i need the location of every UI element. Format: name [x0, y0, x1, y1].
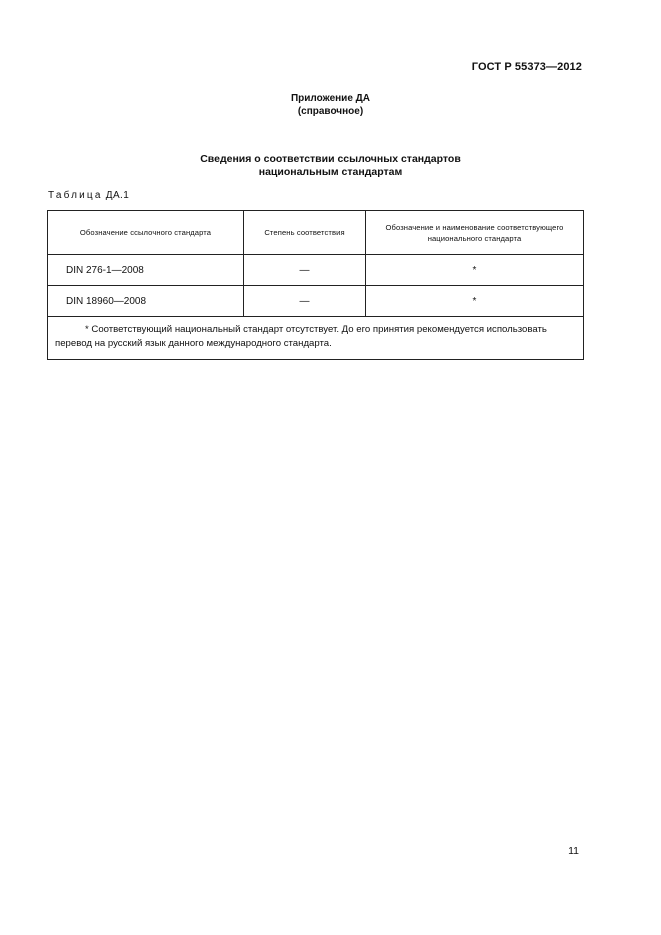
table-row — [48, 286, 584, 317]
page-number: 11 — [568, 845, 579, 857]
header-degree: Степень соответствия — [244, 211, 366, 255]
table-header-row — [48, 211, 584, 255]
header-ref-standard: Обозначение ссылочного стандарта — [48, 211, 244, 255]
footnote-line1: * Соответствующий национальный стандарт отсутствует. До его принятия рекомендуется использовать — [85, 324, 547, 335]
section-title — [0, 153, 661, 179]
row-ref-standard: DIN 276-1—2008 — [48, 255, 244, 286]
appendix-heading — [0, 92, 661, 118]
table-footnote-row — [48, 317, 584, 360]
row-national-standard: * — [366, 286, 584, 317]
appendix-title: Приложение ДА — [290, 93, 371, 104]
table-row — [48, 255, 584, 286]
row-degree: — — [244, 286, 366, 317]
table-label-number: ДА.1 — [105, 190, 130, 201]
row-national-standard: * — [366, 255, 584, 286]
table-label-word: Таблица — [48, 190, 103, 201]
row-degree: — — [244, 255, 366, 286]
header-national-standard: Обозначение и наименование соответствующего национального стандарта — [366, 211, 584, 255]
row-ref-standard: DIN 18960—2008 — [48, 286, 244, 317]
correspondence-table — [47, 210, 584, 360]
section-title-line1: Сведения о соответствии ссылочных стандартов — [200, 153, 461, 165]
table-footnote — [48, 317, 584, 360]
appendix-type: (справочное) — [297, 106, 364, 117]
document-code: ГОСТ Р 55373—2012 — [471, 61, 582, 73]
footnote-line2: перевод на русский язык данного международного стандарта. — [55, 338, 332, 349]
table-label — [48, 190, 129, 201]
section-title-line2: национальным стандартам — [258, 166, 403, 178]
